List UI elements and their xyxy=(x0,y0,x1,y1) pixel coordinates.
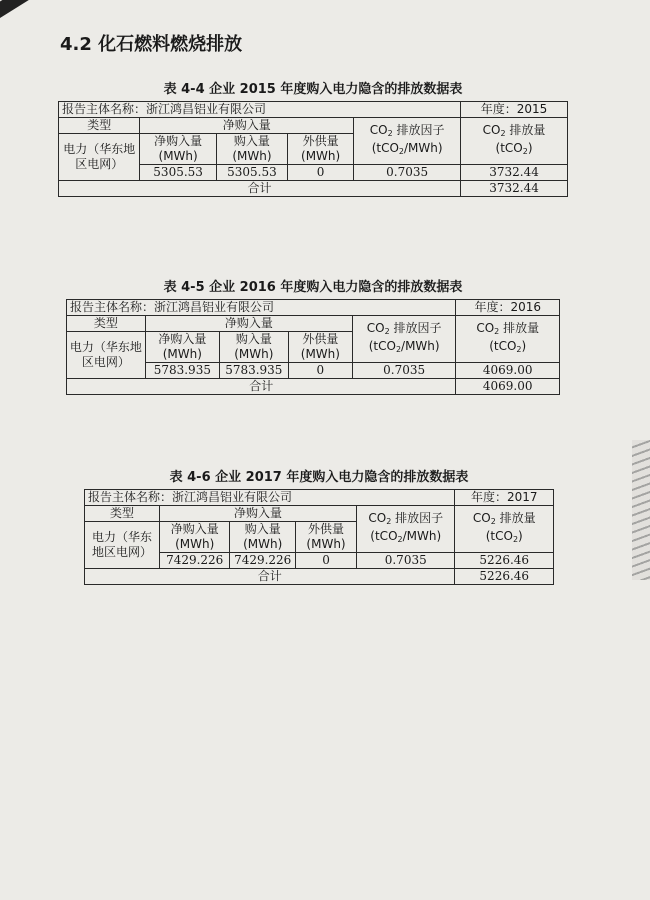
type-value: 电力（华东地区电网） xyxy=(85,522,160,569)
emission-header: $CO_2$ 排放量 (tCO$_2$) xyxy=(461,118,568,165)
emission-value: 4069.00 xyxy=(456,363,560,379)
year-cell: 年度：2016 xyxy=(456,300,560,316)
factor-header: $CO_2$ 排放因子 (tCO$_2$/MWh) xyxy=(352,316,456,363)
emission-value: 5226.46 xyxy=(455,553,554,569)
emission-table xyxy=(66,299,560,395)
supply-header: 外供量 (MWh) xyxy=(288,134,354,165)
year-cell: 年度：2017 xyxy=(455,490,554,506)
total-value: 3732.44 xyxy=(461,181,568,197)
emission-table xyxy=(58,101,568,197)
emission-table xyxy=(84,489,554,585)
reporter-cell: 报告主体名称：浙江鸿昌铝业有限公司 xyxy=(67,300,456,316)
net-header: 净购入量 xyxy=(145,316,352,332)
table-block-2017 xyxy=(84,466,554,585)
table-caption: 表 4-5 企业 2016 年度购入电力隐含的排放数据表 xyxy=(163,280,463,295)
table-caption: 表 4-4 企业 2015 年度购入电力隐含的排放数据表 xyxy=(163,82,463,97)
purchase-header: 购入量 (MWh) xyxy=(219,332,288,363)
reporter-cell: 报告主体名称：浙江鸿昌铝业有限公司 xyxy=(85,490,455,506)
total-label: 合计 xyxy=(67,379,456,395)
year-cell: 年度：2015 xyxy=(461,102,568,118)
net-purchase-value: 5783.935 xyxy=(145,363,219,379)
net-purchase-header: 净购入量 (MWh) xyxy=(140,134,216,165)
purchase-header: 购入量 (MWh) xyxy=(216,134,287,165)
supply-value: 0 xyxy=(288,363,352,379)
factor-value: 0.7035 xyxy=(352,363,456,379)
supply-header: 外供量 (MWh) xyxy=(296,522,357,553)
total-value: 5226.46 xyxy=(455,569,554,585)
factor-value: 0.7035 xyxy=(357,553,455,569)
purchase-value: 5305.53 xyxy=(216,165,287,181)
total-label: 合计 xyxy=(59,181,461,197)
factor-header: $CO_2$ 排放因子 (tCO$_2$/MWh) xyxy=(357,506,455,553)
purchase-value: 5783.935 xyxy=(219,363,288,379)
total-value: 4069.00 xyxy=(456,379,560,395)
total-label: 合计 xyxy=(85,569,455,585)
type-value: 电力（华东地区电网） xyxy=(59,134,140,181)
purchase-value: 7429.226 xyxy=(230,553,296,569)
purchase-header: 购入量 (MWh) xyxy=(230,522,296,553)
table-block-2016 xyxy=(66,276,560,395)
emission-value: 3732.44 xyxy=(461,165,568,181)
scan-corner-mark xyxy=(0,0,38,20)
net-header: 净购入量 xyxy=(160,506,357,522)
supply-value: 0 xyxy=(296,553,357,569)
factor-value: 0.7035 xyxy=(354,165,461,181)
type-header: 类型 xyxy=(85,506,160,522)
table-block-2015 xyxy=(58,78,568,197)
scan-edge-mark xyxy=(632,440,650,580)
type-header: 类型 xyxy=(59,118,140,134)
net-purchase-value: 5305.53 xyxy=(140,165,216,181)
emission-header: $CO_2$ 排放量 (tCO$_2$) xyxy=(455,506,554,553)
type-header: 类型 xyxy=(67,316,146,332)
net-header: 净购入量 xyxy=(140,118,354,134)
net-purchase-header: 净购入量 (MWh) xyxy=(160,522,230,553)
reporter-cell: 报告主体名称：浙江鸿昌铝业有限公司 xyxy=(59,102,461,118)
supply-header: 外供量 (MWh) xyxy=(288,332,352,363)
net-purchase-header: 净购入量 (MWh) xyxy=(145,332,219,363)
table-caption: 表 4-6 企业 2017 年度购入电力隐含的排放数据表 xyxy=(169,470,469,485)
net-purchase-value: 7429.226 xyxy=(160,553,230,569)
factor-header: $CO_2$ 排放因子 (tCO$_2$/MWh) xyxy=(354,118,461,165)
supply-value: 0 xyxy=(288,165,354,181)
section-title: 4.2 化石燃料燃烧排放 xyxy=(60,34,243,55)
type-value: 电力（华东地区电网） xyxy=(67,332,146,379)
emission-header: $CO_2$ 排放量 (tCO$_2$) xyxy=(456,316,560,363)
